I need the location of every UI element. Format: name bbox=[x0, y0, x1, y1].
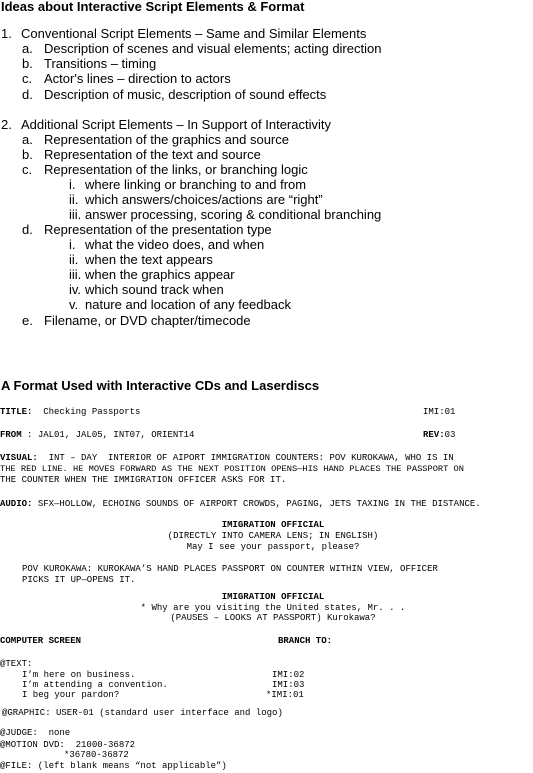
branch-target: *IMI:01 bbox=[266, 690, 304, 700]
answer-option: I’m attending a convention. bbox=[22, 680, 168, 690]
audio-line bbox=[0, 499, 481, 510]
list-roman: iii. bbox=[69, 207, 82, 222]
list-roman: iv. bbox=[69, 282, 82, 297]
list-letter: c. bbox=[22, 71, 33, 86]
branch-target: IMI:03 bbox=[272, 680, 305, 690]
character-name: IMIGRATION OFFICIAL bbox=[221, 520, 325, 530]
list-item: Additional Script Elements – In Support of Interactivity bbox=[21, 117, 331, 132]
character-name: IMIGRATION OFFICIAL bbox=[221, 592, 325, 602]
list-item: Description of scenes and visual elements; acting direction bbox=[44, 41, 382, 56]
computer-screen-label: COMPUTER SCREEN bbox=[0, 636, 82, 646]
branch-to-label: BRANCH TO: bbox=[278, 636, 333, 646]
script-title-row bbox=[0, 407, 140, 418]
from-value: : JAL01, JAL05, INT07, ORIENT14 bbox=[27, 430, 195, 440]
graphic-line: @GRAPHIC: USER-01 (standard user interface and logo) bbox=[2, 708, 283, 718]
list-item: answer processing, scoring & conditional branching bbox=[85, 207, 382, 222]
section1-title: Ideas about Interactive Script Elements & Format bbox=[1, 0, 305, 14]
list-number: 2. bbox=[1, 117, 12, 132]
list-letter: e. bbox=[22, 313, 33, 328]
list-item: Filename, or DVD chapter/timecode bbox=[44, 313, 251, 328]
list-letter: d. bbox=[22, 222, 33, 237]
list-item: when the text appears bbox=[85, 252, 213, 267]
list-letter: a. bbox=[22, 41, 33, 56]
character-dialogue: (PAUSES – LOOKS AT PASSPORT) Kurokawa? bbox=[170, 613, 376, 623]
section2-title: A Format Used with Interactive CDs and Laserdiscs bbox=[1, 378, 320, 393]
imi-value: 01 bbox=[444, 407, 456, 417]
list-letter: b. bbox=[22, 56, 33, 71]
list-item: Transitions – timing bbox=[44, 56, 157, 71]
imi-id bbox=[423, 407, 455, 418]
list-letter: b. bbox=[22, 147, 33, 162]
list-roman: v. bbox=[69, 297, 79, 312]
list-letter: d. bbox=[22, 87, 33, 102]
list-letter: c. bbox=[22, 162, 33, 177]
rev-label: REV: bbox=[423, 430, 445, 440]
list-item: which answers/choices/actions are “right” bbox=[85, 192, 323, 207]
visual-line: THE COUNTER WHEN THE IMMIGRATION OFFICER ASKS FOR IT. bbox=[0, 475, 287, 485]
audio-label: AUDIO: bbox=[0, 499, 33, 509]
answer-option: I beg your pardon? bbox=[22, 690, 120, 700]
character-direction: (DIRECTLY INTO CAMERA LENS; IN ENGLISH) bbox=[167, 531, 379, 541]
visual-line: THE RED LINE. HE MOVES FORWARD AS THE NEXT POSITION OPENS—HIS HAND PLACES THE PASSPORT ON bbox=[0, 464, 464, 474]
branch-target: IMI:02 bbox=[272, 670, 305, 680]
answer-option: I’m here on business. bbox=[22, 670, 136, 680]
character-dialogue: * Why are you visiting the United states, Mr. . . bbox=[140, 603, 406, 613]
list-item: Conventional Script Elements – Same and Similar Elements bbox=[21, 26, 367, 41]
from-label: FROM bbox=[0, 430, 22, 440]
list-item: when the graphics appear bbox=[85, 267, 235, 282]
list-item: Description of music, description of sound effects bbox=[44, 87, 327, 102]
list-item: Representation of the text and source bbox=[44, 147, 261, 162]
list-item: which sound track when bbox=[85, 282, 224, 297]
list-item: what the video does, and when bbox=[85, 237, 265, 252]
motion-line: @MOTION DVD: 21000-36872 bbox=[0, 740, 136, 750]
title-label: TITLE: bbox=[0, 407, 33, 417]
list-item: Representation of the presentation type bbox=[44, 222, 272, 237]
list-item: Actor's lines – direction to actors bbox=[44, 71, 231, 86]
visual-label: VISUAL: bbox=[0, 453, 38, 463]
visual-text: INT – DAY INTERIOR OF AIPORT IMMIGRATION COUNTERS: POV KUROKAWA, WHO IS IN bbox=[48, 453, 454, 463]
list-number: 1. bbox=[1, 26, 12, 41]
audio-text: SFX—HOLLOW, ECHOING SOUNDS OF AIRPORT CROWDS, PAGING, JETS TAXING IN THE DISTANCE. bbox=[37, 499, 481, 509]
character-dialogue: May I see your passport, please? bbox=[186, 542, 360, 552]
motion-line: *36780-36872 bbox=[64, 750, 129, 760]
text-tag: @TEXT: bbox=[0, 659, 33, 669]
pov-line: POV KUROKAWA: KUROKAWA’S HAND PLACES PASSPORT ON COUNTER WITHIN VIEW, OFFICER bbox=[22, 564, 438, 574]
file-line: @FILE: (left blank means “not applicable”) bbox=[0, 761, 227, 771]
pov-line: PICKS IT UP—OPENS IT. bbox=[22, 575, 136, 585]
list-roman: iii. bbox=[69, 267, 82, 282]
list-roman: i. bbox=[69, 177, 76, 192]
visual-line bbox=[0, 453, 454, 464]
list-item: nature and location of any feedback bbox=[85, 297, 291, 312]
list-item: Representation of the links, or branching logic bbox=[44, 162, 308, 177]
list-roman: i. bbox=[69, 237, 76, 252]
judge-line: @JUDGE: none bbox=[0, 728, 71, 738]
list-letter: a. bbox=[22, 132, 33, 147]
script-from-row bbox=[0, 430, 194, 441]
rev-value: 03 bbox=[444, 430, 456, 440]
list-roman: ii. bbox=[69, 192, 79, 207]
list-item: where linking or branching to and from bbox=[85, 177, 307, 192]
imi-label: IMI: bbox=[423, 407, 445, 417]
list-item: Representation of the graphics and source bbox=[44, 132, 289, 147]
title-value: Checking Passports bbox=[43, 407, 141, 417]
list-roman: ii. bbox=[69, 252, 79, 267]
rev-id bbox=[423, 430, 455, 441]
